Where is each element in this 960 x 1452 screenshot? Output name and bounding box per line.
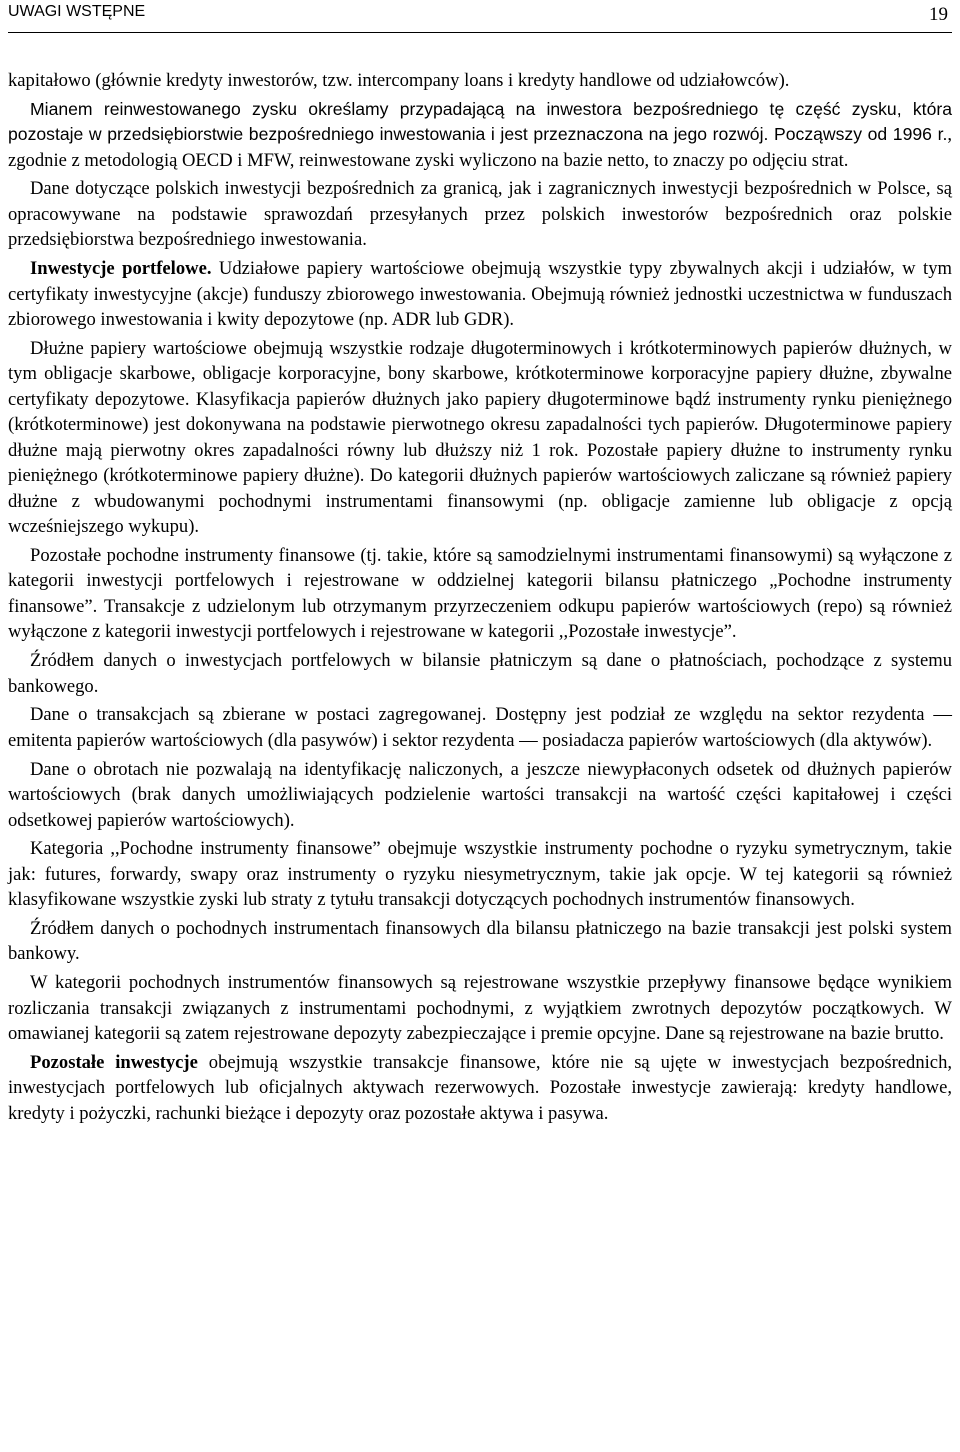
paragraph-continued [8,68,952,94]
paragraph-text: Mianem reinwestowanego zysku określamy przypadającą na inwestora bezpośredniego tę część zysku, która pozostaje w przedsiębiorstwie bezpośredniego inwestowania i jest przeznaczona na jego rozwój. Począwszy od 1996 r. [8,98,952,145]
paragraph-derivatives-source [8,916,952,967]
paragraph-text: obejmują wszystkie transakcje finansowe, które nie są ujęte w inwestycjach bezpośrednich, inwestycjach portfelowych lub oficjalnych aktywach rezerwowych. Pozostałe inwestycje zawierają: kredyty handlowe, kredyty i pożyczki, rachunki bieżące i depozyty oraz pozostałe aktywa i pasywa. [8,1051,953,1124]
paragraph-derivatives-flows [8,970,952,1047]
paragraph-text: Źródłem danych o pochodnych instrumentach finansowych dla bilansu płatniczego na bazie transakcji jest polski system bankowy. [8,917,952,965]
paragraph-debt-securities [8,336,952,540]
paragraph-text: , zgodnie z metodologią OECD i MFW, reinwestowane zyski wyliczono na bazie netto, to znaczy po odjęciu strat. [8,124,952,171]
paragraph-portfolio-source [8,648,952,699]
paragraph-turnover [8,757,952,834]
section-title: UWAGI WSTĘPNE [8,3,146,20]
paragraph-other-investment [8,1050,952,1127]
paragraph-text: Pozostałe pochodne instrumenty finansowe (tj. takie, które są samodzielnymi instrumentami finansowymi) są wyłączone z kategorii inwestycji portfelowych i rejestrowane w oddzielnej kategorii bilansu płatniczego „Pochodne instrumenty finansowe”. Transakcje z udzielonym lub otrzymanym przyrzeczeniem odkupu papierów wartościowych (repo) są również wyłączone z kategorii inwestycji portfelowych i rejestrowane w kategorii ,,Pozostałe inwestycje”. [8,544,952,643]
paragraph-reinvested-earnings [8,97,952,174]
term-heading: Pozostałe inwestycje [30,1051,198,1073]
paragraph-portfolio-investment [8,256,952,333]
paragraph-text: Dane dotyczące polskich inwestycji bezpośrednich za granicą, jak i zagranicznych inwestycji bezpośrednich w Polsce, są opracowywane na podstawie sprawozdań przesyłanych przez polskich inwestorów bezpośrednich oraz polskie przedsiębiorstwa bezpośredniego inwestowania. [8,178,952,251]
page-number: 19 [929,4,948,25]
paragraph-aggregated [8,702,952,753]
paragraph-text: Dłużne papiery wartościowe obejmują wszystkie rodzaje długoterminowych i krótkoterminowych papierów dłużnych, w tym obligacje skarbowe, obligacje korporacyjne, bony skarbowe, krótkoterminowe korporacyjne papiery dłużne, zbywalne certyfikaty depozytowe. Klasyfikacja papierów dłużnych jako papiery długoterminowe bądź instrumenty rynku pieniężnego (krótkoterminowe) jest dokonywana na podstawie pierwotnego okresu zapadalności tych papierów. Długoterminowe papiery dłużne mają pierwotny okres zapadalności równy lub dłuższy niż 1 rok. Pozostałe papiery dłużne to instrumenty rynku pieniężnego (krótkoterminowe papiery dłużne). Do kategorii dłużnych papierów wartościowych zaliczane są również papiery dłużne z wbudowanymi pochodnymi instrumentami finansowymi (np. obligacje zamienne lub obligacje z opcją wcześniejszego wykupu). [8,337,952,538]
paragraph-text: Źródłem danych o inwestycjach portfelowych w bilansie płatniczym są dane o płatnościach, pochodzące z systemu bankowego. [8,650,952,697]
paragraph-text: Udziałowe papiery wartościowe obejmują wszystkie typy zbywalnych akcji i udziałów, w tym certyfikaty inwestycyjne (akcje) funduszy zbiorowego inwestowania. Obejmują również jednostki uczestnictwa w funduszach zbiorowego inwestowania i kwity depozytowe (np. ADR lub GDR). [8,258,952,331]
paragraph-text: Kategoria ,,Pochodne instrumenty finansowe” obejmuje wszystkie instrumenty pochodne o ryzyku symetrycznym, takie jak: futures, forwardy, swapy oraz instrumenty o ryzyku niesymetrycznym, takie jak opcje. W tej kategorii są również klasyfikowane wszystkie zyski lub straty z tytułu transakcji dotyczących pochodnych instrumentów finansowych. [8,838,952,911]
paragraph-text: Dane o transakcjach są zbierane w postaci zagregowanej. Dostępny jest podział ze względu na sektor rezydenta — emitenta papierów wartościowych (dla pasywów) i sektor rezydenta — posiadacza papierów wartościowych (dla aktywów). [8,704,952,751]
running-header [8,2,952,33]
paragraph-derivatives [8,543,952,645]
paragraph-text: kapitałowo (głównie kredyty inwestorów, tzw. intercompany loans i kredyty handlowe od udziałowców). [8,70,790,91]
body-text [8,68,952,1129]
term-heading: Inwestycje portfelowe. [30,258,212,280]
paragraph-text: Dane o obrotach nie pozwalają na identyfikację naliczonych, a jeszcze niewypłaconych odsetek od dłużnych papierów wartościowych (brak danych umożliwiających podzielenie wartości transakcji na wartość części kapitałowej i części odsetkowej papierów wartościowych). [8,758,952,831]
paragraph-derivatives-category [8,836,952,913]
paragraph-data-sources [8,176,952,253]
paragraph-text: W kategorii pochodnych instrumentów finansowych są rejestrowane wszystkie przepływy finansowe będące wynikiem rozliczania transakcji związanych z instrumentami pochodnymi, z wyjątkiem zwrotnych depozytów początkowych. W omawianej kategorii są zatem rejestrowane depozyty zabezpieczające i premie opcyjne. Dane są rejestrowane na bazie brutto. [8,972,952,1045]
